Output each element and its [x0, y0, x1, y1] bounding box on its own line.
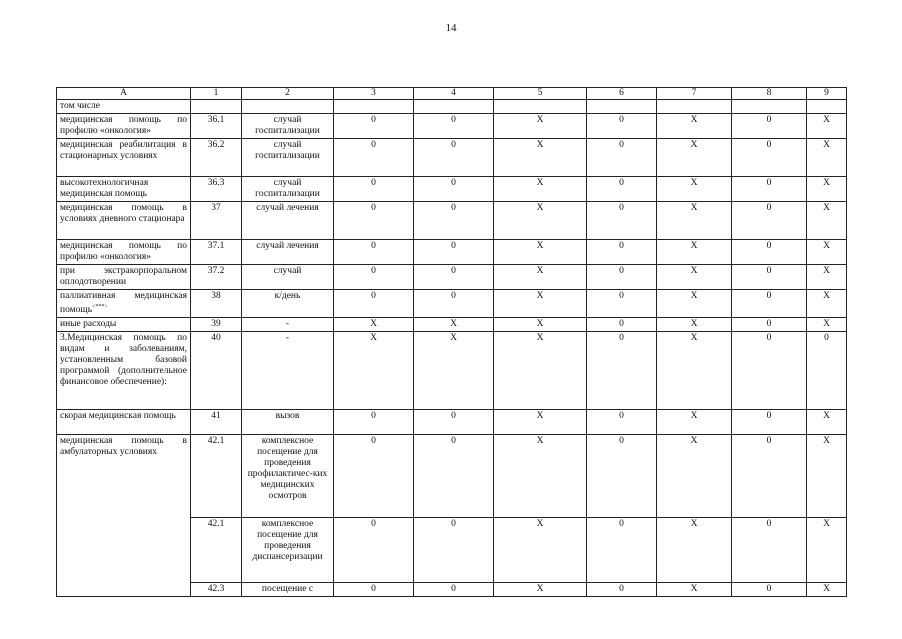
row-value [807, 100, 847, 114]
row-value: X [657, 583, 732, 597]
row-value: 0 [587, 318, 657, 332]
row-value: X [334, 318, 414, 332]
column-header: 8 [732, 88, 807, 100]
table-row [57, 332, 847, 410]
row-value: 0 [587, 240, 657, 265]
row-value: 0 [414, 265, 494, 290]
column-header: 3 [334, 88, 414, 100]
row-code: 37 [191, 202, 242, 240]
row-value: 0 [587, 332, 657, 410]
row-value: X [657, 265, 732, 290]
row-value: 0 [334, 410, 414, 435]
row-value: 0 [587, 518, 657, 583]
row-value: X [807, 265, 847, 290]
row-value: 0 [414, 290, 494, 318]
row-value: X [657, 114, 732, 139]
row-value: 0 [587, 290, 657, 318]
row-unit: комплексное посещение для проведения диспансеризации [242, 518, 334, 583]
row-value: X [494, 202, 587, 240]
row-name-text: при экстракорпоральном оплодотворении [60, 266, 187, 287]
row-code: 42.3 [191, 583, 242, 597]
row-value: 0 [414, 114, 494, 139]
footnote-marker: <***> [92, 304, 108, 310]
row-unit: посещение с [242, 583, 334, 597]
row-value: X [657, 518, 732, 583]
row-code: 36.3 [191, 177, 242, 202]
row-value: 0 [334, 114, 414, 139]
row-value: X [414, 332, 494, 410]
row-value: X [657, 202, 732, 240]
row-value: X [807, 139, 847, 177]
row-name-text: иные расходы [60, 319, 117, 330]
header-row [57, 88, 847, 100]
table-row [57, 265, 847, 290]
row-value: 0 [414, 435, 494, 518]
row-value: X [807, 114, 847, 139]
row-value: 0 [732, 435, 807, 518]
row-value: 0 [732, 202, 807, 240]
row-name-text: медицинская реабилитация в стационарных условиях [60, 140, 187, 161]
row-unit: случай госпитализации [242, 114, 334, 139]
row-name-text: медицинская помощь по профилю «онкология» [60, 241, 187, 262]
table-row [57, 114, 847, 139]
row-value: X [494, 435, 587, 518]
row-value: X [657, 139, 732, 177]
row-unit [242, 100, 334, 114]
row-value: 0 [587, 177, 657, 202]
table-row [57, 435, 847, 518]
row-name-text: том числе [60, 101, 101, 111]
row-unit: к/день [242, 290, 334, 318]
row-value [494, 100, 587, 114]
page-number: 14 [445, 22, 457, 34]
row-value: X [494, 177, 587, 202]
row-value: X [494, 139, 587, 177]
row-name-text: высокотехнологичная медицинская помощь [60, 178, 149, 199]
row-value: 0 [807, 332, 847, 410]
row-value: 0 [732, 332, 807, 410]
row-name-text: скорая медицинская помощь [60, 411, 176, 422]
row-value: X [807, 290, 847, 318]
row-value: X [657, 290, 732, 318]
row-value: 0 [587, 114, 657, 139]
row-value: X [494, 240, 587, 265]
row-value: 0 [732, 265, 807, 290]
row-value: 0 [334, 177, 414, 202]
row-name [57, 318, 191, 332]
row-value: 0 [334, 435, 414, 518]
table-row [57, 290, 847, 318]
row-name [57, 114, 191, 139]
column-header: 2 [242, 88, 334, 100]
table-row [57, 100, 847, 114]
row-unit: комплексное посещение для проведения профилактичес-ких медицинских осмотров [242, 435, 334, 518]
row-unit: случай лечения [242, 240, 334, 265]
row-value: 0 [732, 410, 807, 435]
row-value: 0 [732, 177, 807, 202]
row-value: 0 [732, 240, 807, 265]
row-unit: - [242, 318, 334, 332]
row-value: X [494, 114, 587, 139]
row-value: 0 [334, 518, 414, 583]
row-name-text: 3.Медицинская помощь по видам и заболеваниям, установленным базовой программой (дополнительное финансовое обеспечение): [60, 333, 187, 388]
row-value [732, 100, 807, 114]
row-value: X [657, 240, 732, 265]
row-value: 0 [414, 240, 494, 265]
column-header: 1 [191, 88, 242, 100]
row-value: 0 [334, 265, 414, 290]
row-value: X [807, 518, 847, 583]
table-row [57, 410, 847, 435]
row-value: X [657, 332, 732, 410]
row-name [57, 265, 191, 290]
row-name [57, 177, 191, 202]
row-value: X [494, 318, 587, 332]
row-value: X [494, 265, 587, 290]
row-value: 0 [587, 435, 657, 518]
row-code: 42.1 [191, 435, 242, 518]
row-value [587, 100, 657, 114]
row-name [57, 410, 191, 435]
row-code: 37.2 [191, 265, 242, 290]
row-name-text: медицинская помощь в амбулаторных условиях [60, 436, 187, 458]
row-code: 38 [191, 290, 242, 318]
row-name [57, 332, 191, 410]
table-row [57, 240, 847, 265]
row-value: 0 [414, 583, 494, 597]
row-unit: вызов [242, 410, 334, 435]
row-value: X [657, 410, 732, 435]
row-unit: случай госпитализации [242, 139, 334, 177]
row-value: 0 [334, 290, 414, 318]
row-value: 0 [732, 518, 807, 583]
row-value: 0 [334, 139, 414, 177]
row-name [57, 240, 191, 265]
row-value: 0 [587, 202, 657, 240]
row-value: X [494, 518, 587, 583]
row-code [191, 100, 242, 114]
row-code: 37.1 [191, 240, 242, 265]
row-code: 40 [191, 332, 242, 410]
row-value: 0 [334, 240, 414, 265]
row-value: 0 [414, 202, 494, 240]
row-value: 0 [587, 265, 657, 290]
row-value: X [807, 202, 847, 240]
data-table [56, 87, 847, 597]
row-name [57, 290, 191, 318]
table-row [57, 177, 847, 202]
row-value: 0 [732, 583, 807, 597]
row-value [334, 100, 414, 114]
row-value: X [807, 435, 847, 518]
row-value: X [807, 318, 847, 332]
row-value: 0 [414, 139, 494, 177]
row-value: X [657, 318, 732, 332]
row-name-text: медицинская помощь по профилю «онкология» [60, 115, 187, 136]
row-value: 0 [587, 139, 657, 177]
row-value: X [494, 410, 587, 435]
row-value: X [494, 583, 587, 597]
row-unit: - [242, 332, 334, 410]
row-value: 0 [732, 114, 807, 139]
row-value: X [807, 583, 847, 597]
row-value: 0 [414, 518, 494, 583]
row-value [657, 100, 732, 114]
row-value: 0 [334, 583, 414, 597]
row-name [57, 435, 191, 597]
row-value: X [494, 290, 587, 318]
row-value: 0 [732, 318, 807, 332]
table-body [57, 100, 847, 597]
row-value: X [807, 240, 847, 265]
row-unit: случай госпитализации [242, 177, 334, 202]
row-value: 0 [334, 202, 414, 240]
row-value: 0 [587, 583, 657, 597]
table-row [57, 202, 847, 240]
row-value: X [807, 410, 847, 435]
row-value: X [334, 332, 414, 410]
row-code: 36.1 [191, 114, 242, 139]
column-header: 9 [807, 88, 847, 100]
column-header: 7 [657, 88, 732, 100]
row-value: 0 [732, 139, 807, 177]
row-code: 39 [191, 318, 242, 332]
column-header: 5 [494, 88, 587, 100]
column-header: 4 [414, 88, 494, 100]
row-value: 0 [587, 410, 657, 435]
row-value: X [657, 435, 732, 518]
row-name [57, 139, 191, 177]
row-unit: случай [242, 265, 334, 290]
row-value: X [414, 318, 494, 332]
row-code: 36.2 [191, 139, 242, 177]
table-row [57, 318, 847, 332]
row-value: 0 [414, 410, 494, 435]
row-code: 41 [191, 410, 242, 435]
row-value: 0 [732, 290, 807, 318]
row-value: X [494, 332, 587, 410]
row-value: 0 [414, 177, 494, 202]
row-value: X [807, 177, 847, 202]
row-value [414, 100, 494, 114]
column-header: А [57, 88, 191, 100]
row-name-text: паллиативная медицинская помощь [60, 291, 187, 316]
row-value: X [657, 177, 732, 202]
column-header: 6 [587, 88, 657, 100]
row-name [57, 100, 191, 114]
row-unit: случай лечения [242, 202, 334, 240]
row-name [57, 202, 191, 240]
row-code: 42.1 [191, 518, 242, 583]
table-row [57, 139, 847, 177]
row-name-text: медицинская помощь в условиях дневного стационара [60, 203, 187, 224]
